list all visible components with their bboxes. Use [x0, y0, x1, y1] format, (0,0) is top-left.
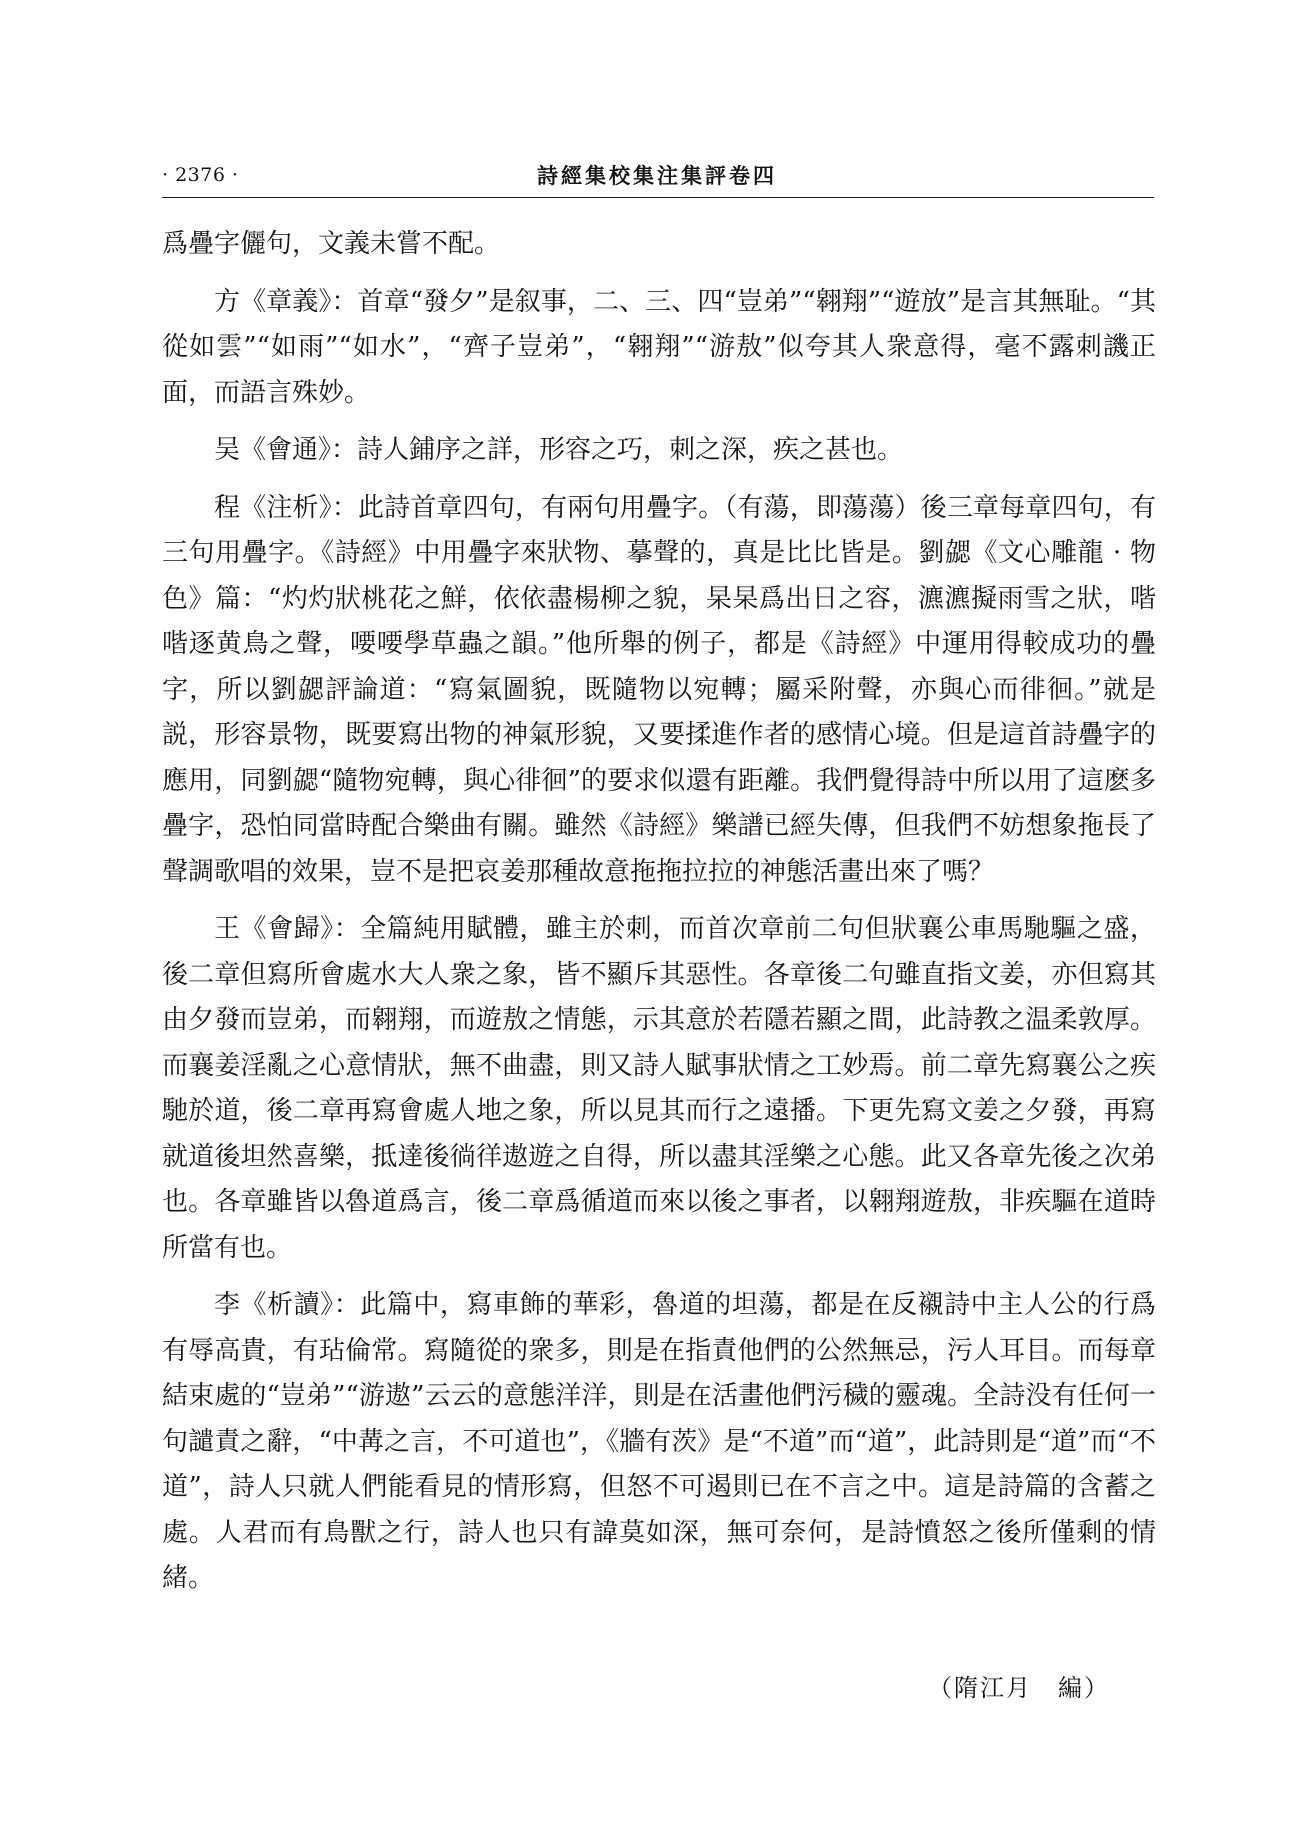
paragraph-wu-huitong: 吴《會通》：詩人鋪序之詳，形容之巧，刺之深，疾之甚也。	[214, 435, 904, 465]
paragraph-continuation: 爲疊字儷句，文義未嘗不配。	[162, 229, 501, 259]
paragraph-li-xidu: 李《析讀》：此篇中，寫車飾的華彩，魯道的坦蕩，都是在反襯詩中主人公的行爲有辱高貴，有玷倫常。寫隨從的衆多，則是在指責他們的公然無忌，污人耳目。而每章結束處的“豈弟”“游遨”云云的意態洋洋，則是在活畫他們污穢的靈魂。全詩没有任何一句譴責之辭，“中冓之言，不可道也”，《牆有茨》是“不道”而“道”，此詩則是“道”而“不道”，詩人只就人們能看見的情形寫，但怒不可遏則已在不言之中。這是詩篇的含蓄之處。人君而有鳥獸之行，詩人也只有諱莫如深，無可奈何，是詩憤怒之後所僅剩的情緒。	[162, 1290, 1156, 1593]
paragraph-cheng-zhuxi: 程《注析》：此詩首章四句，有兩句用疊字。（有蕩，即蕩蕩）後三章每章四句，有三句用疊字。《詩經》中用疊字來狀物、摹聲的，真是比比皆是。劉勰《文心雕龍 · 物色》篇：“灼灼狀桃花之鮮，依依盡楊柳之貌，杲杲爲出日之容，瀌瀌擬雨雪之狀，喈喈逐黄鳥之聲，喓喓學草蟲之韻。”他所舉的例子，都是《詩經》中運用得較成功的疊字，所以劉勰評論道：“寫氣圖貌，既隨物以宛轉；屬采附聲，亦與心而徘徊。”就是説，形容景物，既要寫出物的神氣形貌，又要揉進作者的感情心境。但是這首詩疊字的應用，同劉勰“隨物宛轉，與心徘徊”的要求似還有距離。我們覺得詩中所以用了這麽多疊字，恐怕同當時配合樂曲有關。雖然《詩經》樂譜已經失傳，但我們不妨想象拖長了聲調歌唱的效果，豈不是把哀姜那種故意拖拖拉拉的神態活畫出來了嗎？	[162, 492, 1156, 887]
paragraph-wang-huigui: 王《會歸》：全篇純用賦體，雖主於刺，而首次章前二句但狀襄公車馬馳驅之盛，後二章但寫所會處水大人衆之象，皆不顯斥其惡性。各章後二句雖直指文姜，亦但寫其由夕發而豈弟，而翱翔，而遊敖之情態，示其意於若隱若顯之間，此詩教之温柔敦厚。而襄姜淫亂之心意情狀，無不曲盡，則又詩人賦事狀情之工妙焉。前二章先寫襄公之疾馳於道，後二章再寫會處人地之象，所以見其而行之遠播。下更先寫文姜之夕發，再寫就道後坦然喜樂，抵達後徜徉遨遊之自得，所以盡其淫樂之心態。此又各章先後之次弟也。各章雖皆以魯道爲言，後二章爲循道而來以後之事者，以翱翔遊敖，非疾驅在道時所當有也。	[162, 914, 1156, 1263]
main-text	[162, 222, 1156, 1614]
header-rule	[162, 197, 1154, 198]
page-header	[162, 160, 1152, 194]
paragraph-fang-zhangyi: 方《章義》：首章“發夕”是叙事，二、三、四“豈弟”“翱翔”“遊放”是言其無耻。“其從如雲”“如雨”“如水”，“齊子豈弟”，“翱翔”“游敖”似夸其人衆意得，毫不露刺譏正面，而語言殊妙。	[162, 286, 1156, 408]
editor-credit: （隋江月 編）	[928, 1674, 1110, 1702]
page-number: · 2376 ·	[162, 164, 239, 186]
running-title: 詩經集校集注集評卷四	[537, 163, 777, 188]
